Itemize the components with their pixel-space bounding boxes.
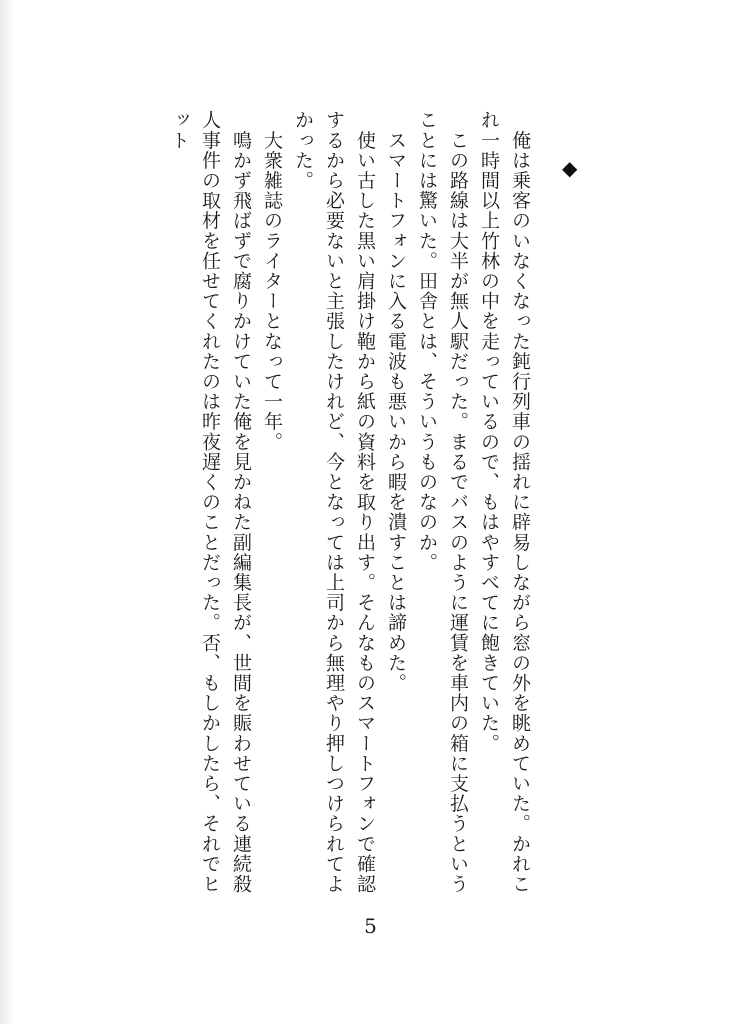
page-edge [0, 0, 14, 1024]
body-text [110, 110, 535, 910]
paragraph-6: 鳴かず飛ばずで腐りかけていた俺を見かねた副編集長が、世間を賑わせている連続殺人事件の取材を任せてくれたのは昨夜遅くのことだった。否、もしかしたら、それでヒット [168, 110, 252, 894]
paragraph-1: 俺は乗客のいなくなった鈍行列車の揺れに辟易しながら窓の外を眺めていた。かれこれ一時間以上竹林の中を走っているので、もはやすべてに飽きていた。 [478, 110, 531, 894]
page-number: 5 [364, 914, 377, 938]
paragraph-4: 使い古した黒い肩掛け鞄から紙の資料を取り出す。そんなものスマートフォンで確認するから必要ないと主張したけれど、今となっては上司から無理やり押しつけられてよかった。 [292, 110, 376, 894]
paragraph-3: スマートフォンに入る電波も悪いから暇を潰すことは諦めた。 [385, 110, 407, 693]
paragraph-2: この路線は大半が無人駅だった。まるでバスのように運賃を車内の箱に支払うということには驚いた。田舎とは、そういうものなのか。 [416, 110, 469, 894]
diamond-ornament-icon: ◆ [562, 156, 578, 180]
paragraph-5: 大衆雑誌のライターとなって一年。 [261, 110, 283, 452]
